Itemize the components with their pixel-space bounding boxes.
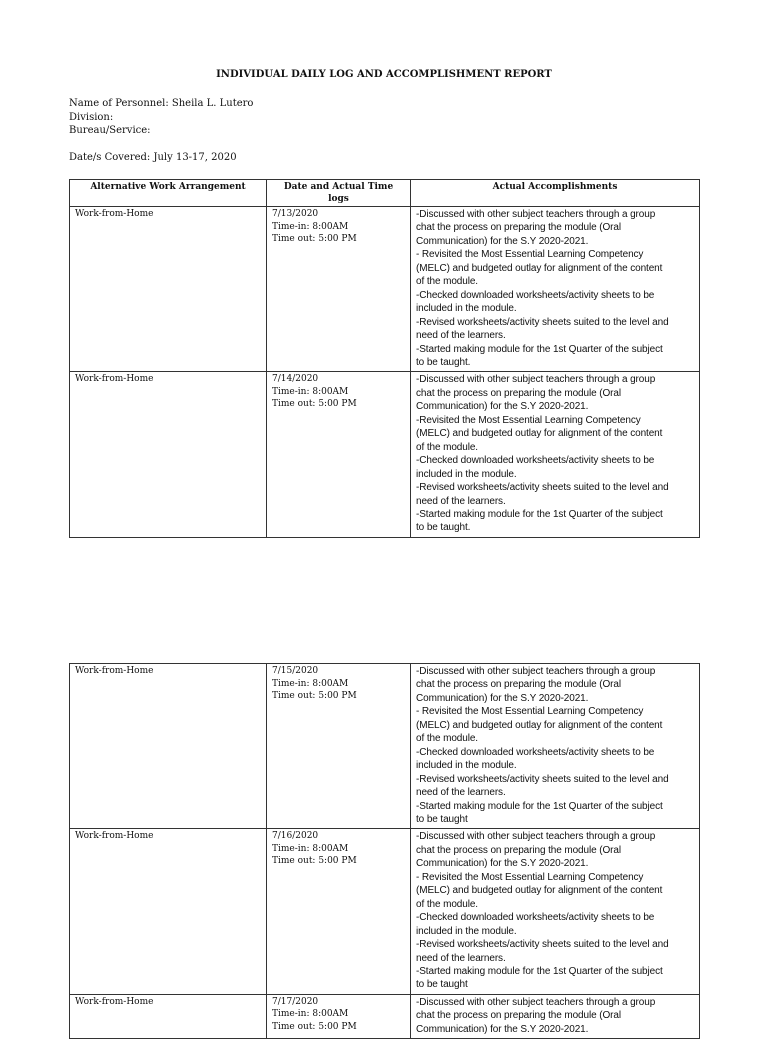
time-out: Time out: 5:00 PM bbox=[272, 234, 357, 244]
accomplishment-line: included in the module. bbox=[416, 303, 517, 315]
date-time-cell bbox=[267, 207, 411, 372]
time-out: Time out: 5:00 PM bbox=[272, 691, 357, 701]
time-in: Time-in: 8:00AM bbox=[272, 1009, 349, 1020]
work-arrangement-cell: Work-from-Home bbox=[70, 994, 267, 1038]
accomplishment-line: - Revisited the Most Essential Learning Competency bbox=[416, 706, 644, 718]
log-date: 7/13/2020 bbox=[272, 209, 319, 219]
accomplishment-line: -Discussed with other subject teachers through a group bbox=[416, 831, 656, 843]
work-arrangement-cell: Work-from-Home bbox=[70, 207, 267, 372]
header-date-time: Date and Actual Time logs bbox=[267, 180, 411, 207]
accomplishment-line: chat the process on preparing the module (Oral bbox=[416, 844, 621, 856]
accomplishment-line: Communication) for the S.Y 2020-2021. bbox=[416, 235, 589, 247]
accomplishment-line: -Revised worksheets/activity sheets suited to the level and bbox=[416, 482, 669, 494]
log-date: 7/16/2020 bbox=[272, 831, 319, 842]
log-table-page-section-2 bbox=[69, 663, 700, 1039]
accomplishment-line: chat the process on preparing the module (Oral bbox=[416, 1010, 621, 1022]
work-arrangement-cell: Work-from-Home bbox=[70, 829, 267, 994]
accomplishment-line: need of the learners. bbox=[416, 495, 506, 507]
accomplishment-line: - Revisited the Most Essential Learning Competency bbox=[416, 871, 644, 883]
accomplishment-line: -Started making module for the 1st Quarter of the subject bbox=[416, 508, 663, 520]
work-arrangement-cell: Work-from-Home bbox=[70, 372, 267, 537]
accomplishment-line: -Checked downloaded worksheets/activity sheets to be bbox=[416, 289, 655, 301]
accomplishment-line: need of the learners. bbox=[416, 787, 506, 799]
date-time-cell bbox=[267, 994, 411, 1038]
log-date: 7/17/2020 bbox=[272, 996, 319, 1007]
accomplishment-line: Communication) for the S.Y 2020-2021. bbox=[416, 401, 589, 413]
time-out: Time out: 5:00 PM bbox=[272, 856, 357, 867]
accomplishment-line: need of the learners. bbox=[416, 952, 506, 964]
accomplishment-line: Communication) for the S.Y 2020-2021. bbox=[416, 1023, 589, 1035]
accomplishment-line: -Revisited the Most Essential Learning Competency bbox=[416, 414, 641, 426]
table-row bbox=[70, 372, 700, 537]
accomplishment-line: included in the module. bbox=[416, 760, 517, 772]
log-table-page-section-1 bbox=[69, 179, 700, 538]
accomplishments-cell bbox=[411, 994, 700, 1038]
date-time-cell bbox=[267, 372, 411, 537]
table-row bbox=[70, 207, 700, 372]
table-header-row bbox=[70, 180, 700, 207]
personnel-info bbox=[69, 97, 253, 164]
time-in: Time-in: 8:00AM bbox=[272, 843, 349, 854]
division-field: Division: bbox=[69, 111, 114, 123]
spacer bbox=[69, 138, 253, 151]
accomplishment-line: -Revised worksheets/activity sheets suited to the level and bbox=[416, 939, 669, 951]
accomplishment-line: -Discussed with other subject teachers through a group bbox=[416, 996, 656, 1008]
time-in: Time-in: 8:00AM bbox=[272, 386, 349, 397]
table-row bbox=[70, 664, 700, 829]
accomplishment-line: -Checked downloaded worksheets/activity sheets to be bbox=[416, 455, 655, 467]
accomplishment-line: of the module. bbox=[416, 276, 478, 288]
report-title: INDIVIDUAL DAILY LOG AND ACCOMPLISHMENT REPORT bbox=[216, 69, 552, 80]
accomplishment-line: -Started making module for the 1st Quarter of the subject bbox=[416, 800, 663, 812]
time-out: Time out: 5:00 PM bbox=[272, 399, 357, 410]
accomplishment-line: chat the process on preparing the module (Oral bbox=[416, 222, 621, 234]
bureau-service-field: Bureau/Service: bbox=[69, 125, 151, 136]
accomplishments-cell bbox=[411, 207, 700, 372]
time-in: Time-in: 8:00AM bbox=[272, 678, 349, 689]
accomplishment-line: -Checked downloaded worksheets/activity sheets to be bbox=[416, 746, 655, 758]
accomplishment-line: to be taught. bbox=[416, 522, 471, 534]
accomplishment-line: of the module. bbox=[416, 898, 478, 910]
header-arrangement: Alternative Work Arrangement bbox=[70, 180, 267, 207]
work-arrangement-cell: Work-from-Home bbox=[70, 664, 267, 829]
accomplishment-line: included in the module. bbox=[416, 925, 517, 937]
accomplishment-line: -Discussed with other subject teachers through a group bbox=[416, 666, 656, 677]
accomplishment-line: -Started making module for the 1st Quarter of the subject bbox=[416, 343, 663, 355]
accomplishment-line: -Discussed with other subject teachers through a group bbox=[416, 374, 656, 386]
accomplishment-line: (MELC) and budgeted outlay for alignment of the content bbox=[416, 719, 663, 731]
log-date: 7/15/2020 bbox=[272, 666, 319, 676]
accomplishment-line: - Revisited the Most Essential Learning Competency bbox=[416, 249, 644, 261]
accomplishments-cell bbox=[411, 664, 700, 829]
time-in: Time-in: 8:00AM bbox=[272, 221, 349, 232]
accomplishment-line: -Discussed with other subject teachers through a group bbox=[416, 209, 656, 220]
accomplishment-line: Communication) for the S.Y 2020-2021. bbox=[416, 692, 589, 704]
date-time-cell bbox=[267, 664, 411, 829]
header-accomplishments: Actual Accomplishments bbox=[411, 180, 700, 207]
accomplishment-line: to be taught bbox=[416, 813, 468, 825]
accomplishment-line: -Revised worksheets/activity sheets suited to the level and bbox=[416, 773, 669, 785]
accomplishment-line: of the module. bbox=[416, 441, 478, 453]
log-date: 7/14/2020 bbox=[272, 374, 319, 385]
date-time-cell bbox=[267, 829, 411, 994]
table-row bbox=[70, 829, 700, 994]
accomplishment-line: to be taught bbox=[416, 979, 468, 991]
accomplishment-line: to be taught. bbox=[416, 356, 471, 368]
accomplishment-line: (MELC) and budgeted outlay for alignment of the content bbox=[416, 262, 663, 274]
accomplishment-line: chat the process on preparing the module (Oral bbox=[416, 679, 621, 691]
accomplishment-line: of the module. bbox=[416, 733, 478, 745]
accomplishment-line: Communication) for the S.Y 2020-2021. bbox=[416, 858, 589, 870]
accomplishment-line: -Revised worksheets/activity sheets suited to the level and bbox=[416, 316, 669, 328]
dates-covered: Date/s Covered: July 13-17, 2020 bbox=[69, 151, 237, 163]
accomplishments-cell bbox=[411, 829, 700, 994]
accomplishment-line: chat the process on preparing the module (Oral bbox=[416, 387, 621, 399]
accomplishments-cell bbox=[411, 372, 700, 537]
accomplishment-line: -Checked downloaded worksheets/activity sheets to be bbox=[416, 912, 655, 924]
name-of-personnel: Name of Personnel: Sheila L. Lutero bbox=[69, 98, 254, 109]
accomplishment-line: -Started making module for the 1st Quarter of the subject bbox=[416, 965, 663, 977]
accomplishment-line: included in the module. bbox=[416, 468, 517, 480]
accomplishment-line: need of the learners. bbox=[416, 330, 506, 342]
time-out: Time out: 5:00 PM bbox=[272, 1021, 357, 1032]
accomplishment-line: (MELC) and budgeted outlay for alignment of the content bbox=[416, 428, 663, 440]
table-row bbox=[70, 994, 700, 1038]
accomplishment-line: (MELC) and budgeted outlay for alignment of the content bbox=[416, 885, 663, 897]
